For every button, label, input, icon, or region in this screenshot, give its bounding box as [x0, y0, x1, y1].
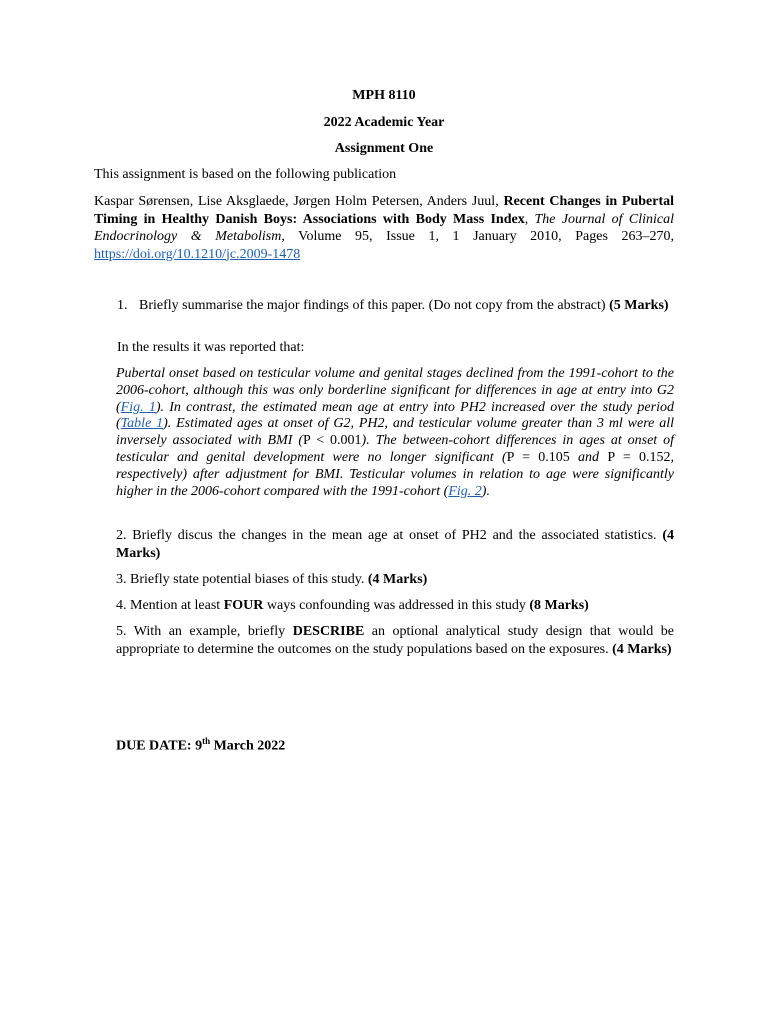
citation-journal: The Journal of Clinical Endocrinology & Metabolism	[94, 211, 674, 244]
quote-stat: P = 0.105	[506, 449, 570, 465]
assignment-title: Assignment One	[334, 141, 434, 156]
question-5-text: an optional analytical study design that would be appropriate to determine the outcomes on the study populations based on the exposures.	[116, 624, 675, 657]
quote-part: , respectively) after adjustment for BMI. Testicular volumes in relation to age were significantly higher in the 2006-cohort compared with the 1991-cohort (	[116, 449, 675, 499]
academic-year: 2022 Academic Year	[323, 115, 445, 130]
doi-link[interactable]: https://doi.org/10.1210/jc.2009-1478	[94, 246, 301, 262]
question-2-text: 2. Briefly discus the changes in the mean age at onset of PH2 and the associated statistics.	[116, 528, 663, 543]
quote-part: and	[569, 449, 608, 465]
question-4-text: 4. Mention at least	[116, 598, 224, 613]
due-date-rest: March 2022	[210, 738, 286, 754]
question-3-marks: (4 Marks)	[367, 572, 428, 587]
quote-part: Pubertal onset based on testicular volume and genital stages declined from the 1991-cohort to the 2006-cohort, although this was only borderline significant for differences in age at entry into G2 (	[116, 366, 674, 415]
quote-part: ).	[481, 483, 490, 499]
question-1-text: Briefly summarise the major findings of this paper. (Do not copy from the abstract)	[139, 298, 610, 313]
question-3-text: 3. Briefly state potential biases of this study.	[116, 572, 368, 587]
due-date	[116, 736, 285, 755]
citation-title: Recent Changes in Pubertal Timing in Healthy Danish Boys: Associations with Body Mass Index	[94, 194, 674, 227]
question-1-number: 1.	[117, 298, 128, 313]
question-1-marks: (5 Marks)	[609, 298, 669, 313]
quote-part: ). The between-cohort differences in ages at onset of testicular and genital development were no longer significant (	[116, 433, 675, 465]
question-5	[116, 623, 674, 658]
quote-part: ). In contrast, the estimated mean age at entry into PH2 increased over the study period (	[116, 399, 674, 432]
question-4-marks: (8 Marks)	[529, 598, 589, 613]
course-code: MPH 8110	[352, 88, 416, 103]
due-date-suffix: th	[202, 736, 211, 746]
quote-part: ). Estimated ages at onset of G2, PH2, and testicular volume greater than 3 ml were all inversely associated with BMI (	[116, 416, 674, 449]
citation-authors: Kaspar Sørensen, Lise Aksglaede, Jørgen Holm Petersen, Anders Juul,	[94, 194, 504, 209]
results-intro: In the results it was reported that:	[117, 340, 305, 355]
results-quote	[116, 366, 674, 500]
question-5-text: 5. With an example, briefly	[116, 624, 293, 639]
question-4-text: ways confounding was addressed in this study	[263, 598, 530, 613]
fig-1-link[interactable]: Fig. 1	[120, 399, 156, 415]
question-2-marks: (4 Marks)	[116, 528, 674, 561]
quote-stat: P < 0.001	[303, 433, 362, 449]
question-4	[116, 597, 674, 615]
fig-2-link[interactable]: Fig. 2	[448, 483, 482, 499]
question-3	[116, 571, 674, 589]
question-5-emphasis: DESCRIBE	[292, 624, 365, 639]
citation	[94, 193, 674, 263]
question-2	[116, 527, 674, 562]
question-1	[117, 297, 675, 315]
question-4-emphasis: FOUR	[223, 598, 264, 613]
due-date-label: DUE DATE: 9	[116, 738, 203, 754]
table-1-link[interactable]: Table 1	[120, 416, 164, 432]
quote-stat: P = 0.152	[607, 449, 671, 465]
intro-text: This assignment is based on the following publication	[94, 167, 397, 182]
question-5-marks: (4 Marks)	[612, 641, 672, 657]
citation-details: , Volume 95, Issue 1, 1 January 2010, Pages 263–270,	[281, 229, 674, 244]
citation-sep: ,	[524, 211, 535, 227]
